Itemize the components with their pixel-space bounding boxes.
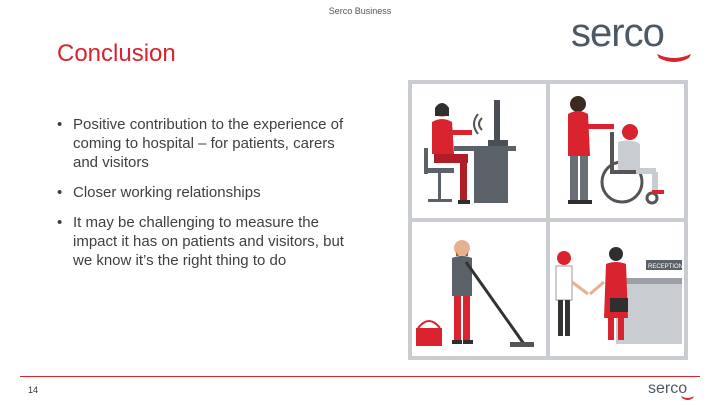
bullet-dot-icon: • <box>57 214 63 231</box>
bullet-dot-icon: • <box>57 184 63 201</box>
serco-logo-text: serco <box>571 11 664 55</box>
bullet-text: It may be challenging to measure the impact it has on patients and visitors, but we know it’s the right thing to do <box>73 214 344 269</box>
serco-logo <box>571 10 693 64</box>
slide-title: Conclusion <box>57 40 176 67</box>
bullet-list <box>57 115 347 281</box>
panel-receptionist-desk <box>412 84 546 218</box>
bullet-item <box>57 213 347 270</box>
panel-reception <box>550 222 684 356</box>
page-number: 14 <box>28 385 39 395</box>
panel-wheelchair <box>550 84 684 218</box>
reception-illustration <box>550 222 684 356</box>
header-caption: Serco Business <box>328 6 392 16</box>
logo-swoosh-icon <box>657 54 691 62</box>
serco-footer-logo-text: serco <box>648 380 688 397</box>
panel-cleaner <box>412 222 546 356</box>
bullet-item <box>57 183 347 202</box>
receptionist-illustration <box>412 84 546 218</box>
bullet-item <box>57 115 347 172</box>
bullet-text: Positive contribution to the experience of coming to hospital – for patients, carers and visitors <box>73 116 344 171</box>
footer-divider <box>20 376 700 377</box>
wheelchair-illustration <box>550 84 684 218</box>
cleaner-illustration <box>412 222 546 356</box>
serco-footer-logo <box>648 378 696 402</box>
bullet-dot-icon: • <box>57 116 63 133</box>
illustration-grid <box>408 80 688 360</box>
reception-sign: RECEPTION <box>648 264 684 270</box>
bullet-text: Closer working relationships <box>73 184 261 201</box>
